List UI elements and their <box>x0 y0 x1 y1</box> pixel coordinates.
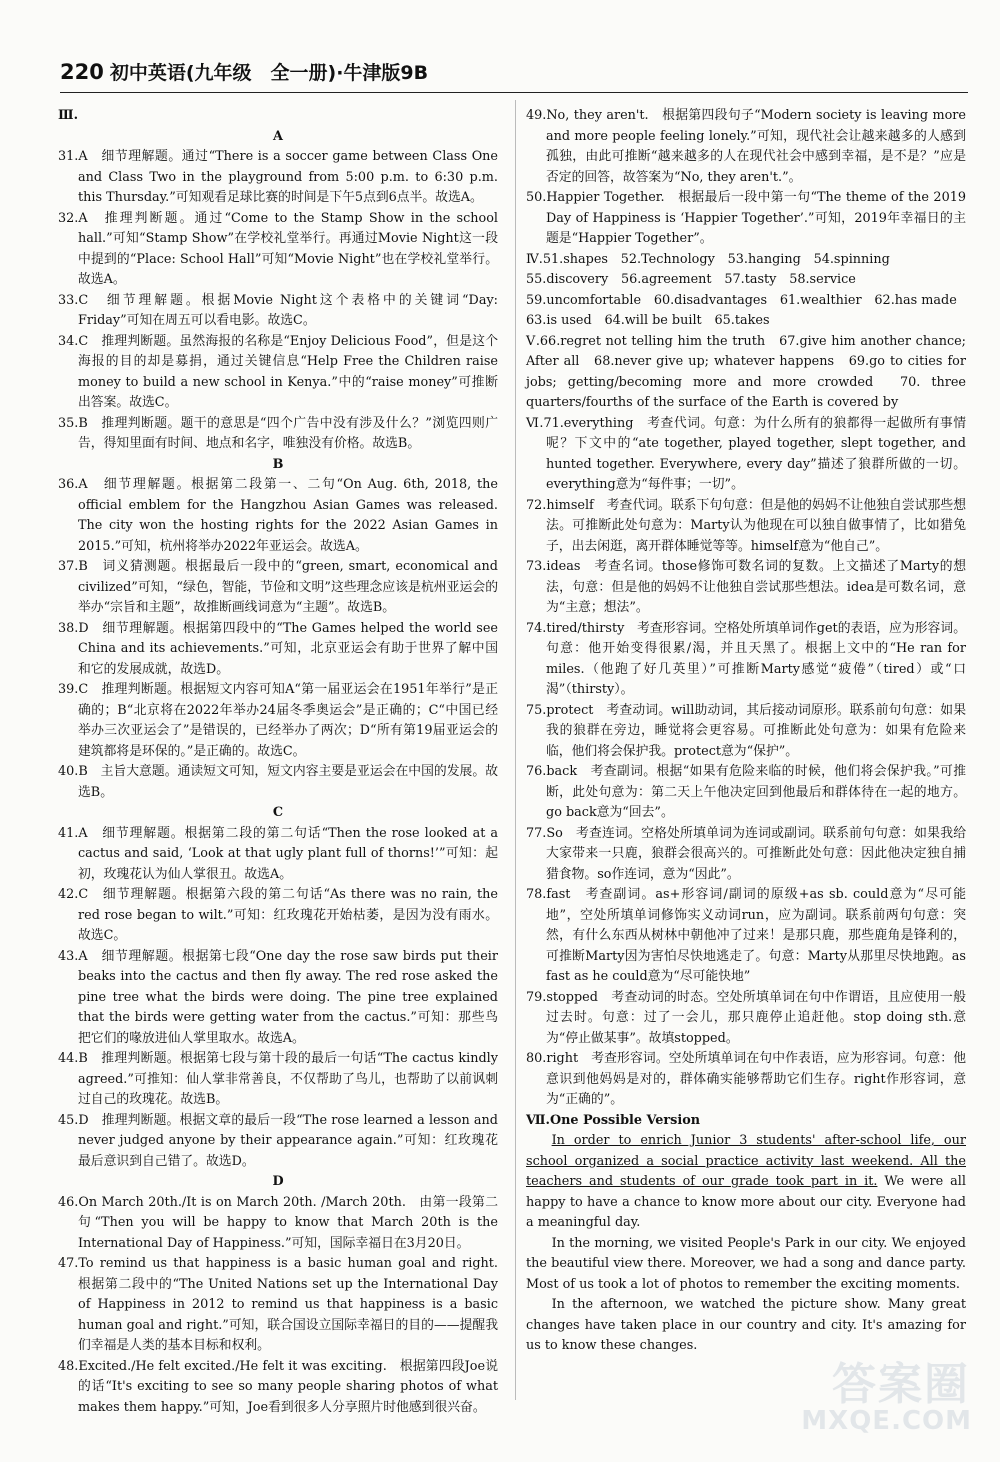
answer-item: 38.D 细节理解题。根据第四段中的“The Games helped the world see China and its achievements.”可知，北京亚运会有助于世界了解中国和它的发展成就，故选D。 <box>58 620 498 677</box>
section-heading: D <box>272 1174 284 1189</box>
answer-item: 79.stopped 考查动词的时态。空处所填单词在句中作谓语，且应使用一般过去时。句意：过了一会儿，那只鹿停止追赶他。stop doing sth.意为“停止做某事”。故填stopped。 <box>526 989 966 1046</box>
right-column <box>526 106 966 1357</box>
answer-item: 36.A 细节理解题。根据第二段第一、二句“On Aug. 6th, 2018, the official emblem for the Hangzhou Asian Games was released. The city won the hosting rights for the 2022 Asian Games in 2015.”可知，杭州将举办2022年亚运会。故选A。 <box>58 477 498 554</box>
section-heading: C <box>272 805 284 820</box>
answer-item: 42.C 细节理解题。根据第六段的第二句话“As there was no rain, the red rose began to wilt.”可知：红玫瑰花开始枯萎，是因为没有雨水。故选C。 <box>58 887 498 943</box>
answer-item: 72.himself 考查代词。联系下句句意：但是他的妈妈不让他独自尝试那些想法。可推断此处句意为：Marty认为他现在可以独自做事情了，比如猎兔子，出去闲逛，离开群体睡觉等等。himself意为“他自己”。 <box>526 497 966 554</box>
answer-item: 47.To remind us that happiness is a basic human goal and right. 根据第二段中的“The United Nations set up the International Day of Happiness in 2012 to remind us that happiness is a basic human goal and right.”可知，联合国设立国际幸福日的目的——提醒我们幸福是人类的基本目标和权利。 <box>58 1256 511 1353</box>
answer-line: 63.is used 64.will be built 65.takes <box>526 313 770 328</box>
answer-item: 34.C 推理判断题。虽然海报的名称是“Enjoy Delicious Food”，但是这个海报的目的却是募捐，通过关键信息“Help Free the Children raise money to build a new school in Kenya.”中的“raise money”可推断出答案。故选C。 <box>58 333 498 410</box>
answer-item: 78.fast 考查副词。as+形容词/副词的原级+as sb. could意为“尽可能地”，空处所填单词修饰实义动词run，应为副词。联系前两句句意：突然，有什么东西从树林中朝他冲了过来！是那只鹿，那些鹿角是锋利的，可推断Marty因为害怕尽快地逃走了。句意：Marty从那里尽快地跑。as fast as he could意为“尽可能快地” <box>526 887 966 984</box>
section-heading: A <box>273 128 283 144</box>
section-heading: B <box>272 456 284 472</box>
watermark <box>790 1348 980 1448</box>
answer-line: Ⅳ.51.shapes 52.Technology 53.hanging 54.spinning <box>526 251 890 267</box>
column-divider <box>515 100 516 1400</box>
answer-item: 73.ideas 考查名词。those修饰可数名词的复数。上文描述了Marty的想法，句意：但是他的妈妈不让他独自尝试那些想法。idea是可数名词，意为“主意；想法”。 <box>526 559 966 615</box>
answer-item: 75.protect 考查动词。will助动词，其后接动词原形。联系前句句意：如果我的狼群在旁边，睡觉将会更容易。可推断此处句意为：如果有危险来临，他们将会保护我。protect意为“保护”。 <box>526 702 966 759</box>
answer-item: 33.C 细节理解题。根据Movie Night这个表格中的关键词“Day: Friday”可知在周五可以看电影。故选C。 <box>58 292 498 328</box>
essay-text: We were all happy to have a chance to know more about our city. Everyone had a meaningful day. <box>526 1174 966 1230</box>
essay-paragraph <box>526 1131 966 1234</box>
answer-item: 32.A 推理判断题。通过“Come to the Stamp Show in the school hall.”可知“Stamp Show”在学校礼堂举行。再通过Movie Night这一段中提到的“Place: School Hall”可知“Movie Night”也在学校礼堂举行。故选A。 <box>58 210 498 287</box>
answer-item: 31.A 细节理解题。通过“There is a soccer game between Class One and Class Two in the playground from 5:00 p.m. to 6:30 p.m. this Thursday.”可知观看足球比赛的时间是下午5点到6点半。故选A。 <box>58 149 498 205</box>
answer-line: 55.discovery 56.agreement 57.tasty 58.service <box>526 272 856 287</box>
answer-item: 50.Happier Together. 根据最后一段中第一句“The theme of the 2019 Day of Happiness is ‘Happier Together’.”可知，2019年幸福日的主题是“Happier Together”。 <box>526 190 966 246</box>
watermark-logo: 答案圈 <box>832 1359 970 1410</box>
left-column <box>58 106 511 1418</box>
answer-item: 43.A 细节理解题。根据第七段“One day the rose saw birds put their beaks into the cactus and then fly away. The red rose asked the pine tree what the birds were doing. The pine tree explained that the birds were getting water from the cactus.”可知：那些鸟把它们的喙放进仙人掌里取水。故选A。 <box>58 948 498 1046</box>
answer-line: Ⅴ.66.regret not telling him the truth 67.give him another chance; After all 68.never give up; whatever happens 69.go to cities for jobs; getting/becoming more and more crowded 70. three quarters/fourths of the surface of the Earth is covered by <box>526 333 966 410</box>
answer-item: 41.A 细节理解题。根据第二段的第二句话“Then the rose looked at a cactus and said, ‘Look at that ugly plant full of thorns!’”可知：起初，玫瑰花认为仙人掌很丑。故选A。 <box>58 825 498 882</box>
answer-item: Ⅵ.71.everything 考查代词。句意：为什么所有的狼都得一起做所有事情呢？下文中的“ate together, played together, slept together, and hunted together. Everywhere, every day”描述了狼群所做的一切。everything意为“每件事；一切”。 <box>526 415 966 492</box>
answer-item: 80.right 考查形容词。空处所填单词在句中作表语，应为形容词。句意：他意识到他妈妈是对的，群体确实能够帮助它们生存。right作形容词，意为“正确的”。 <box>526 1051 966 1107</box>
page-header <box>60 58 428 88</box>
book-title: 初中英语(九年级 全一册)·牛津版9B <box>109 62 429 84</box>
essay-paragraph: In the morning, we visited People's Park in our city. We enjoyed the beautiful view there. Moreover, we had a song and dance party. Most of us took a lot of photos to remember the exciting moments. <box>526 1235 966 1292</box>
answer-item: 37.B 词义猜测题。根据最后一段中的“green, smart, economical and civilized”可知，“绿色，智能，节俭和文明”这些理念应该是杭州亚运会的举办“宗旨和主题”，故推断画线词意为“主题”。故选B。 <box>58 559 498 615</box>
answer-item: 45.D 推理判断题。根据文章的最后一段“The rose learned a lesson and never judged anyone by their appearance again.”可知：红玫瑰花最后意识到自己错了。故选D。 <box>58 1112 498 1169</box>
watermark-url: MXQE.COM <box>801 1406 972 1436</box>
underlined-sentence: In order to enrich Junior 3 students' after-school life, our school organized a social practice activity last weekend. All the teachers and students of our grade took part in it. <box>526 1133 966 1189</box>
essay-paragraph: In the afternoon, we watched the picture show. Many great changes have taken place in our country and city. It's amazing for us to know these changes. <box>526 1297 966 1353</box>
answer-item: 49.No, they aren't. 根据第四段句子“Modern society is leaving more and more people feeling lonely.”可知，现代社会让越来越多的人感到孤独，由此可推断“越来越多的人在现代社会中感到幸福，是不是？”应是否定的回答，故答案为“No, they aren't.”。 <box>526 108 966 185</box>
answer-item: 44.B 推理判断题。根据第七段与第十段的最后一句话“The cactus kindly agreed.”可推知：仙人掌非常善良，不仅帮助了鸟儿，也帮助了以前讽刺过自己的玫瑰花。故选B。 <box>58 1051 498 1107</box>
answer-item: 46.On March 20th./It is on March 20th. /March 20th. 由第一段第二句“Then you will be happy to know that March 20th is the International Day of Happiness.”可知，国际幸福日在3月20日。 <box>58 1194 498 1251</box>
answer-item: 76.back 考查副词。根据“如果有危险来临的时候，他们将会保护我。”可推断，此处句意为：第二天上午他决定回到他最后和群体待在一起的地方。go back意为“回去”。 <box>526 764 966 820</box>
answer-item: 77.So 考查连词。空格处所填单词为连词或副词。联系前句句意：如果我给大家带来一只鹿，狼群会很高兴的。可推断此处句意：因此他决定独自捕猎食物。so作连词，意为“因此”。 <box>526 825 966 882</box>
header-rule <box>60 92 968 93</box>
page-number: 220 <box>60 60 104 84</box>
answer-item: 35.B 推理判断题。题干的意思是“四个广告中没有涉及什么？”浏览四则广告，得知里面有时间、地点和名字，唯独没有价格。故选B。 <box>58 415 498 451</box>
answer-item: 40.B 主旨大意题。通读短文可知，短文内容主要是亚运会在中国的发展。故选B。 <box>58 764 498 800</box>
answer-item: 74.tired/thirsty 考查形容词。空格处所填单词作get的表语，应为形容词。句意：他开始变得很累/渴，并且天黑了。根据上文中的“He ran for miles.（他跑了好几英里）”可推断Marty感觉“疲倦”（tired）或“口渴”（thirsty）。 <box>526 620 966 697</box>
answer-item: 48.Excited./He felt excited./He felt it was exciting. 根据第四段Joe说的话“It's exciting to see so many people sharing photos of what makes them happy.”可知，Joe看到很多人分享照片时他感到很兴奋。 <box>58 1358 498 1415</box>
part-heading: Ⅶ.One Possible Version <box>526 1112 701 1128</box>
part-heading: Ⅲ. <box>58 108 79 123</box>
answer-line: 59.uncomfortable 60.disadvantages 61.wealthier 62.has made <box>526 292 957 308</box>
answer-item: 39.C 推理判断题。根据短文内容可知A“第一届亚运会在1951年举行”是正确的；B“北京将在2022年举办24届冬季奥运会”是正确的；C“中国已经举办三次亚运会了”是错误的，已经举办了两次；D“所有第19届亚运会的建筑都将是环保的。”是正确的。故选C。 <box>58 682 498 759</box>
